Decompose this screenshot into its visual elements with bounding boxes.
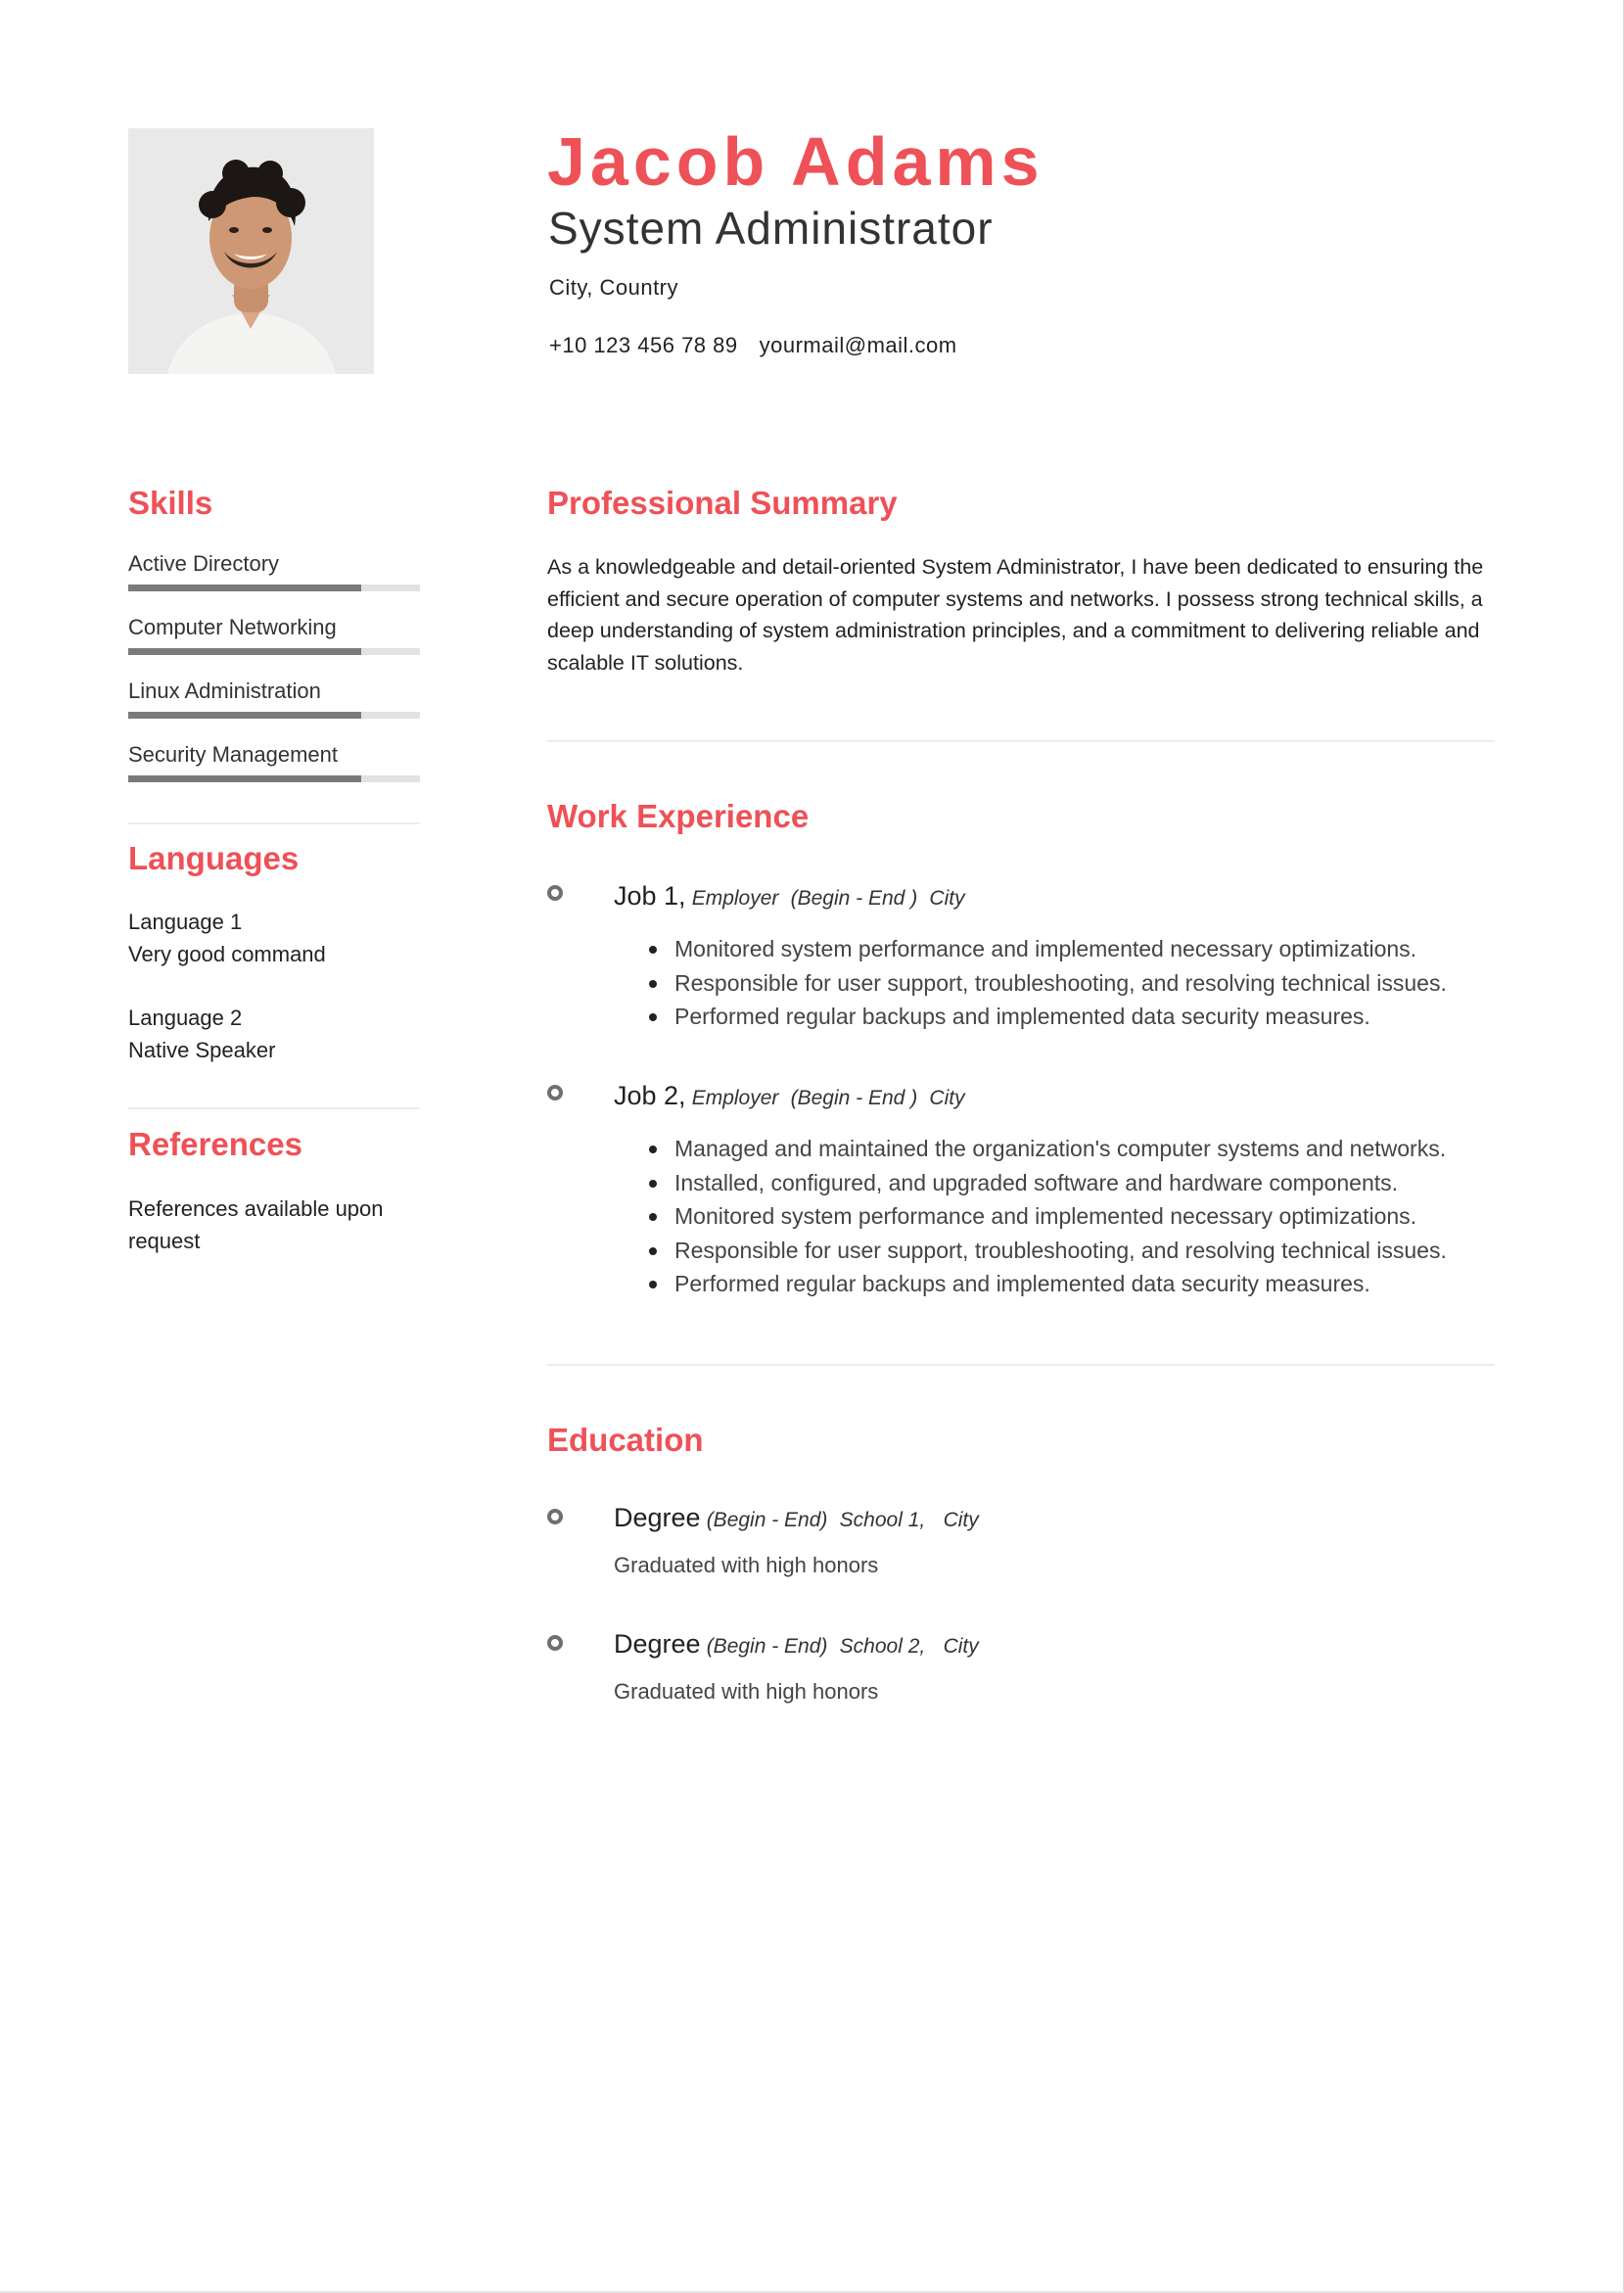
list-item: Responsible for user support, troubleshooting, and resolving technical issues. bbox=[674, 1234, 1447, 1268]
phone: +10 123 456 78 89 bbox=[549, 333, 738, 357]
education-degree: Degree bbox=[614, 1629, 701, 1659]
language-name: Language 1 bbox=[128, 910, 243, 934]
skill-bar bbox=[128, 648, 420, 655]
list-item: Responsible for user support, troubleshooting, and resolving technical issues. bbox=[674, 966, 1447, 1001]
education-school: School 1, bbox=[839, 1509, 926, 1531]
job-heading bbox=[614, 1081, 965, 1111]
profile-photo bbox=[128, 128, 374, 374]
list-item: Monitored system performance and implemented necessary optimizations. bbox=[674, 1199, 1447, 1234]
summary-heading: Professional Summary bbox=[547, 485, 898, 521]
section-divider bbox=[547, 1364, 1495, 1366]
education-city: City bbox=[943, 1635, 979, 1658]
timeline-circle-icon bbox=[547, 1085, 563, 1100]
list-item: Performed regular backups and implemented data security measures. bbox=[674, 1267, 1447, 1301]
job-employer: Employer bbox=[691, 887, 779, 910]
job-dates: (Begin - End ) bbox=[790, 1087, 918, 1109]
education-heading-line bbox=[614, 1503, 979, 1533]
language-name: Language 2 bbox=[128, 1006, 243, 1030]
skill-bar bbox=[128, 775, 420, 782]
skill-label: Computer Networking bbox=[128, 615, 337, 639]
timeline-circle-icon bbox=[547, 1509, 563, 1524]
education-degree: Degree bbox=[614, 1503, 701, 1532]
list-item: Installed, configured, and upgraded software and hardware components. bbox=[674, 1166, 1447, 1200]
language-level: Very good command bbox=[128, 942, 326, 966]
job-role: Job 2, bbox=[614, 1081, 686, 1110]
skill-item bbox=[128, 551, 422, 591]
job-bullets bbox=[614, 1132, 1447, 1301]
education-note: Graduated with high honors bbox=[614, 1679, 879, 1704]
skill-bar bbox=[128, 712, 420, 719]
skill-label: Active Directory bbox=[128, 551, 280, 576]
summary-text: As a knowledgeable and detail-oriented System Administrator, I have been dedicated to ensuring the efficient and secure operation of computer systems and networks. I possess strong technical skills, a deep understanding of system administration principles, and a commitment to delivering reliable and scalable IT solutions. bbox=[547, 555, 1484, 675]
education-note: Graduated with high honors bbox=[614, 1553, 879, 1577]
candidate-name: Jacob Adams bbox=[547, 123, 1044, 200]
skill-bar bbox=[128, 585, 420, 591]
skill-label: Security Management bbox=[128, 742, 338, 767]
languages-heading: Languages bbox=[128, 840, 300, 876]
skill-bar-fill bbox=[128, 648, 361, 655]
location: City, Country bbox=[549, 275, 679, 300]
skill-item bbox=[128, 615, 422, 655]
section-divider bbox=[547, 740, 1495, 742]
list-item: Monitored system performance and implemented necessary optimizations. bbox=[674, 932, 1447, 966]
timeline-circle-icon bbox=[547, 885, 563, 901]
education-city: City bbox=[943, 1509, 979, 1531]
sidebar-divider bbox=[128, 822, 420, 824]
job-city: City bbox=[929, 887, 965, 910]
references-text: References available upon request bbox=[128, 1196, 384, 1253]
email: yourmail@mail.com bbox=[759, 333, 957, 357]
skill-item bbox=[128, 742, 422, 782]
job-dates: (Begin - End ) bbox=[790, 887, 918, 910]
references-heading: References bbox=[128, 1126, 302, 1162]
job-bullets bbox=[614, 932, 1447, 1034]
skill-bar-fill bbox=[128, 585, 361, 591]
list-item: Managed and maintained the organization's computer systems and networks. bbox=[674, 1132, 1447, 1166]
language-item bbox=[128, 1002, 275, 1066]
experience-heading: Work Experience bbox=[547, 798, 810, 834]
skill-item bbox=[128, 679, 422, 719]
education-heading: Education bbox=[547, 1422, 704, 1458]
skill-bar-fill bbox=[128, 775, 361, 782]
skills-heading: Skills bbox=[128, 485, 213, 521]
job-role: Job 1, bbox=[614, 881, 686, 911]
list-item: Performed regular backups and implemented data security measures. bbox=[674, 1000, 1447, 1034]
education-dates: (Begin - End) bbox=[706, 1635, 828, 1658]
education-heading-line bbox=[614, 1629, 979, 1660]
skill-bar-fill bbox=[128, 712, 361, 719]
language-item bbox=[128, 906, 326, 970]
job-employer: Employer bbox=[691, 1087, 779, 1109]
timeline-circle-icon bbox=[547, 1635, 563, 1651]
job-heading bbox=[614, 881, 965, 912]
education-dates: (Begin - End) bbox=[706, 1509, 828, 1531]
portrait-icon bbox=[128, 128, 374, 374]
job-title: System Administrator bbox=[548, 203, 994, 254]
education-school: School 2, bbox=[839, 1635, 926, 1658]
contact-line bbox=[549, 333, 957, 358]
skill-label: Linux Administration bbox=[128, 679, 321, 703]
job-city: City bbox=[929, 1087, 965, 1109]
sidebar-divider bbox=[128, 1107, 420, 1109]
language-level: Native Speaker bbox=[128, 1038, 276, 1062]
